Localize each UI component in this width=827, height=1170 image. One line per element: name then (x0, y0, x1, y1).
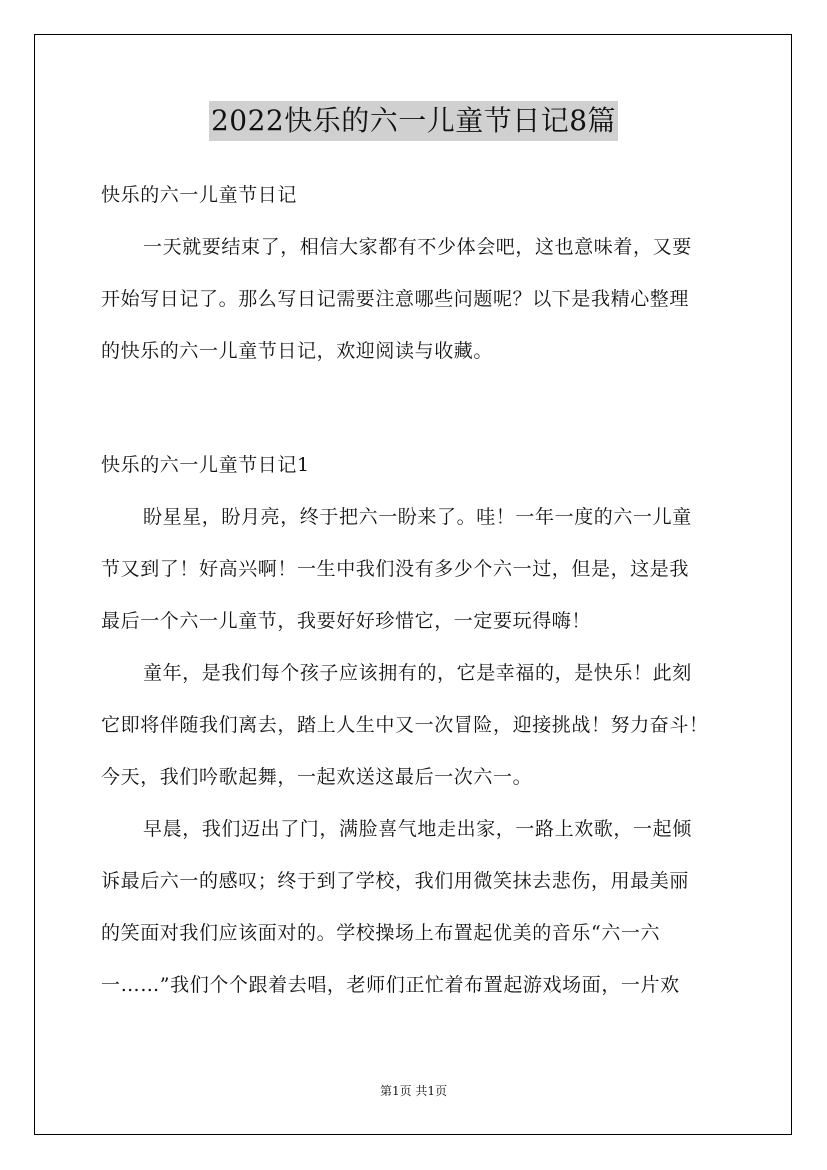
page-footer: 第1页 共1页 (379, 1084, 448, 1098)
paragraph-line-3: 最后一个六一儿童节，我要好好珍惜它，一定要玩得嗨！ (101, 610, 592, 632)
paragraph-line-5: 它即将伴随我们离去，踏上人生中又一次冒险，迎接挑战！努力奋斗！ (101, 714, 709, 736)
intro-line-2: 开始写日记了。那么写日记需要注意哪些问题呢？以下是我精心整理 (101, 288, 690, 310)
paragraph-line-6: 今天，我们吟歌起舞，一起欢送这最后一次六一。 (101, 766, 533, 788)
paragraph-line-10: 一……”我们个个跟着去唱，老师们正忙着布置起游戏场面，一片欢 (101, 974, 680, 996)
document-body (101, 169, 731, 1011)
paragraph-line-8: 诉最后六一的感叹；终于到了学校，我们用微笑抹去悲伤，用最美丽 (101, 870, 690, 892)
intro-line-3: 的快乐的六一儿童节日记，欢迎阅读与收藏。 (101, 340, 494, 362)
document-title: 2022快乐的六一儿童节日记8篇 (209, 101, 618, 141)
paragraph-line-7: 早晨，我们迈出了门，满脸喜气地走出家，一路上欢歌，一起倾 (143, 818, 692, 840)
paragraph-line-9: 的笑面对我们应该面对的。学校操场上布置起优美的音乐“六一六 (101, 922, 661, 944)
intro-line-1: 一天就要结束了，相信大家都有不少体会吧，这也意味着，又要 (143, 236, 692, 258)
title-container (0, 101, 827, 141)
paragraph-line-2: 节又到了！好高兴啊！一生中我们没有多少个六一过，但是，这是我 (101, 558, 690, 580)
section-gap (101, 377, 731, 439)
paragraph-line-4: 童年，是我们每个孩子应该拥有的，它是幸福的，是快乐！此刻 (143, 662, 692, 684)
section-heading: 快乐的六一儿童节日记1 (101, 454, 310, 476)
intro-heading: 快乐的六一儿童节日记 (101, 184, 298, 206)
paragraph-line-1: 盼星星，盼月亮，终于把六一盼来了。哇！一年一度的六一儿童 (143, 506, 692, 528)
